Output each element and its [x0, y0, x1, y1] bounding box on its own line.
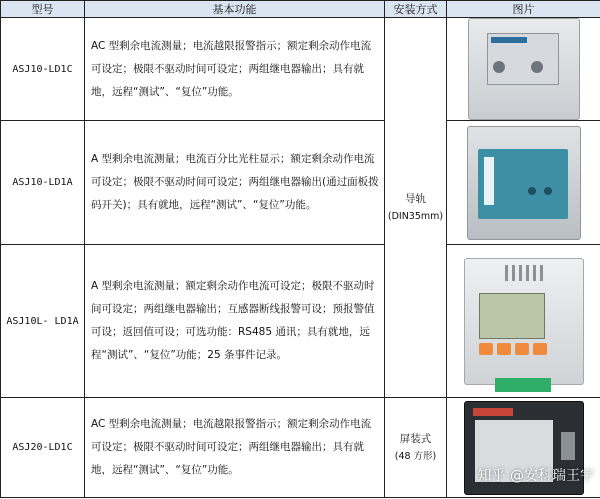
table-row [1, 121, 600, 245]
mount-label: 导轨 [405, 192, 426, 205]
header-model: 型号 [1, 1, 85, 18]
table-row [1, 245, 600, 398]
mount-cell-panel [385, 398, 447, 498]
model-cell: ASJ20-LD1C [1, 398, 85, 498]
rail-relay-device-photo [468, 18, 580, 120]
header-row [1, 1, 600, 18]
rail-relay-bargraph-device-photo [467, 126, 581, 240]
mount-label: 屏装式 [399, 432, 432, 445]
mount-cell-rail [385, 18, 447, 398]
model-cell: ASJ10-LD1C [1, 18, 85, 121]
header-mount: 安装方式 [385, 1, 447, 18]
picture-cell [447, 245, 600, 398]
header-picture: 图片 [447, 1, 600, 18]
function-cell: A 型剩余电流测量；额定剩余动作电流可设定；极限不驱动时间可设定；两组继电器输出；互感器断线报警可设；预报警值可设；返回值可设；可选功能：RS485 通讯；具有就地，远程“测试”、“复位”功能；25 条事件记录。 [85, 245, 385, 398]
watermark: 知乎 @安科瑞王宇 [477, 468, 594, 484]
table-row [1, 18, 600, 121]
function-cell: AC 型剩余电流测量；电流越限报警指示；额定剩余动作电流可设定；极限不驱动时间可设定；两组继电器输出；具有就地，远程“测试”、“复位”功能。 [85, 18, 385, 121]
function-cell: AC 型剩余电流测量；电流越限报警指示；额定剩余动作电流可设定；极限不驱动时间可设定；两组继电器输出；具有就地，远程“测试”、“复位”功能。 [85, 398, 385, 498]
function-cell: A 型剩余电流测量；电流百分比光柱显示；额定剩余动作电流可设定；极限不驱动时间可设定；两组继电器输出(通过面板拨码开关)；具有就地，远程“测试”、“复位”功能。 [85, 121, 385, 245]
model-cell: ASJ10-LD1A [1, 121, 85, 245]
mount-sublabel: (48 方形) [394, 450, 437, 462]
rail-relay-lcd-device-photo [464, 258, 584, 385]
header-function: 基本功能 [85, 1, 385, 18]
picture-cell [447, 18, 600, 121]
mount-sublabel: (DIN35mm) [387, 210, 444, 222]
picture-cell [447, 121, 600, 245]
model-cell: ASJ10L- LD1A [1, 245, 85, 398]
